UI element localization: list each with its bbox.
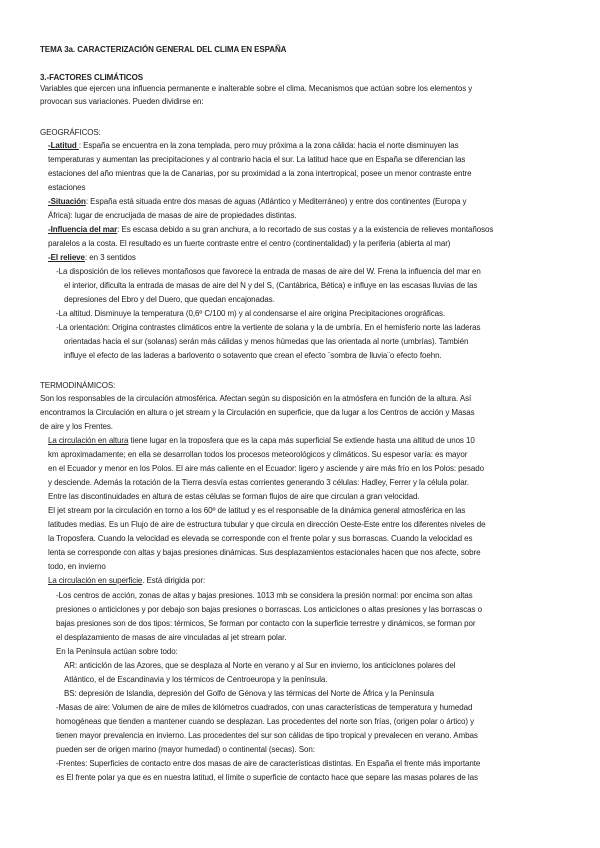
term-circulacion-superficie: La circulación en superficie: [48, 576, 143, 585]
paragraph-line: presiones o anticiclones y por debajo son bajas presiones o borrascas. Los anticiclones o altas presiones y las borrascas o: [56, 605, 482, 614]
paragraph-line: -La orientación: Origina contrastes climáticos entre la vertiente de solana y la de umbría. En el hemisferio norte las laderas: [56, 323, 481, 332]
paragraph-line: encontramos la Circulación en altura o jet stream y la Circulación en superficie, que da lugar a los Centros de acción y Masas: [40, 408, 475, 417]
paragraph-line: AR: anticiclón de las Azores, que se desplaza al Norte en verano y al Sur en invierno, los anticiclones polares del: [64, 661, 456, 670]
altura-line: La circulación en altura tiene lugar en la troposfera que es la capa más superficial Se extiende hasta una altitud de unos 10: [48, 436, 475, 445]
paragraph-line: pueden ser de origen marino (mayor humedad) o continental (secas). Son:: [56, 745, 315, 754]
relieve-line: -El relieve: en 3 sentidos: [48, 253, 136, 262]
paragraph-line: Atlántico, el de Escandinavia y los térmicos de Centroeuropa y la península.: [64, 675, 328, 684]
term-circulacion-altura: La circulación en altura: [48, 436, 129, 445]
paragraph-line: el desplazamiento de masas de aire vinculadas al jet stream polar.: [56, 633, 287, 642]
paragraph-line: Entre las discontinuidades en altura de estas células se forman flujos de aire que circulan a gran velocidad.: [48, 492, 420, 501]
paragraph-line: homogéneas que tienden a mantener cuando se desplazan. Las procedentes del norte son frías, (origen polar o ártico) y: [56, 717, 475, 726]
paragraph-line: bajas presiones son de dos tipos: térmicos, Se forman por contacto con la superficie terrestre y dinámicos, se forman por: [56, 619, 476, 628]
paragraph-line: Son los responsables de la circulación atmosférica. Afectan según su disposición en la atmósfera en función de la altura. Así: [40, 394, 472, 403]
paragraph-line: tienen mayor prevalencia en invierno. Las procedentes del sur son cálidas de tipo tropical y prevalecen en verano. Ambas: [56, 731, 478, 740]
situacion-line: -Situación: España está situada entre dos masas de aguas (Atlántico y Mediterráneo) y entre dos continentes (Europa y: [48, 197, 467, 206]
term-latitud: -Latitud: [48, 141, 79, 150]
paragraph-line: El jet stream por la circulación en torno a los 60º de latitud y es el responsable de la dinámica general atmosférica en las: [48, 506, 466, 515]
document-title: TEMA 3a. CARACTERIZACIÓN GENERAL DEL CLIMA EN ESPAÑA: [40, 45, 287, 54]
section-heading-factores: 3.-FACTORES CLIMÁTICOS: [40, 73, 143, 82]
paragraph-line: latitudes medias. Es un Flujo de aire de estructura tubular y que circula en dirección Oeste-Este entre los diferentes niveles de: [48, 520, 486, 529]
paragraph-line: la Troposfera. Cuando la velocidad es elevada se corresponde con el frente polar y sus borrascas. Cuando la velocidad es: [48, 534, 473, 543]
paragraph-line: es El frente polar ya que es en nuestra latitud, el límite o superficie de contacto hace que separe las masas polares de las: [56, 773, 478, 782]
paragraph-line: estaciones del año mientras que la de Canarias, por su proximidad a la zona intertropical, posee un menor contraste entre: [48, 169, 472, 178]
paragraph-line: y desciende. Además la rotación de la Tierra desvía estas corrientes generando 3 células: Hadley, Ferrer y la célula polar.: [48, 478, 469, 487]
paragraph-line: -Los centros de acción, zonas de altas y bajas presiones. 1013 mb se considera la presión normal: por encima son altas: [56, 591, 473, 600]
paragraph-line: lenta se corresponde con altas y bajas presiones dinámicas. Sus desplazamientos estacionales hacen que nos afecte, sobre: [48, 548, 481, 557]
paragraph-line: en el Ecuador y menor en los Polos. El aire más caliente en el Ecuador: ligero y asciende y aire más frío en los Polos: pesado: [48, 464, 484, 473]
paragraph-line: temperaturas y aumentan las precipitaciones y al contrario hacia el sur. La latitud hace que en España se diferencian las: [48, 155, 466, 164]
term-relieve: -El relieve: [48, 253, 85, 262]
paragraph-line: -La altitud. Disminuye la temperatura (0,6º C/100 m) y al condensarse el aire origina Precipitaciones orográficas.: [56, 309, 446, 318]
paragraph-line: BS: depresión de Islandia, depresión del Golfo de Génova y las térmicas del Norte de África y la Península: [64, 689, 434, 698]
term-situacion: -Situación: [48, 197, 86, 206]
paragraph-line: estaciones: [48, 183, 86, 192]
paragraph-line: -La disposición de los relieves montañosos que favorece la entrada de masas de aire del W. Frena la influencia del mar en: [56, 267, 481, 276]
paragraph-line: el interior, dificulta la entrada de masas de aire del N y del S, (Cantábrica, Bética) e influye en las escasas lluvias de las: [64, 281, 478, 290]
superficie-line: La circulación en superficie. Está dirigida por:: [48, 576, 206, 585]
paragraph-line: -Masas de aire: Volumen de aire de miles de kilómetros cuadrados, con unas características de temperatura y humedad: [56, 703, 473, 712]
paragraph-line: África): lugar de encrucijada de masas de aire de propiedades distintas.: [48, 211, 297, 220]
paragraph-line: En la Península actúan sobre todo:: [56, 647, 178, 656]
paragraph-line: paralelos a la costa. El resultado es un fuerte contraste entre el centro (continentalidad) y la periferia (abierta al mar): [48, 239, 451, 248]
paragraph-line: provocan sus variaciones. Pueden dividirse en:: [40, 97, 204, 106]
paragraph-line: depresiones del Ebro y del Duero, que quedan encajonadas.: [64, 295, 275, 304]
paragraph-line: km aproximadamente; en ella se desarrollan todos los procesos meteorológicos y climáticos. Su espesor varía: es mayor: [48, 450, 468, 459]
paragraph-line: influye el efecto de las laderas a barlovento o sotavento que crean el efecto ¨sombra de lluvia¨o efecto foehn.: [64, 351, 442, 360]
subsection-heading-geograficos: GEOGRÁFICOS:: [40, 128, 101, 137]
term-influencia-mar: -Influencia del mar: [48, 225, 118, 234]
paragraph-line: todo, en invierno: [48, 562, 106, 571]
latitud-line: -Latitud : España se encuentra en la zona templada, pero muy próxima a la zona cálida: hacia el norte disminuyen las: [48, 141, 459, 150]
paragraph-line: de aire y los Frentes.: [40, 422, 113, 431]
subsection-heading-termodinamicos: TERMODINÁMICOS:: [40, 381, 116, 390]
paragraph-line: -Frentes: Superficies de contacto entre dos masas de aire de características distintas. En España el frente más importante: [56, 759, 481, 768]
paragraph-line: orientadas hacia el sur (solanas) serán más cálidas y menos húmedas que las orientada al norte (umbrías). También: [64, 337, 469, 346]
mar-line: -Influencia del mar: Es escasa debido a su gran anchura, a lo recortado de sus costas y a la existencia de relieves montañosos: [48, 225, 494, 234]
paragraph-line: Variables que ejercen una influencia permanente e inalterable sobre el clima. Mecanismos que actúan sobre los elementos y: [40, 84, 473, 93]
